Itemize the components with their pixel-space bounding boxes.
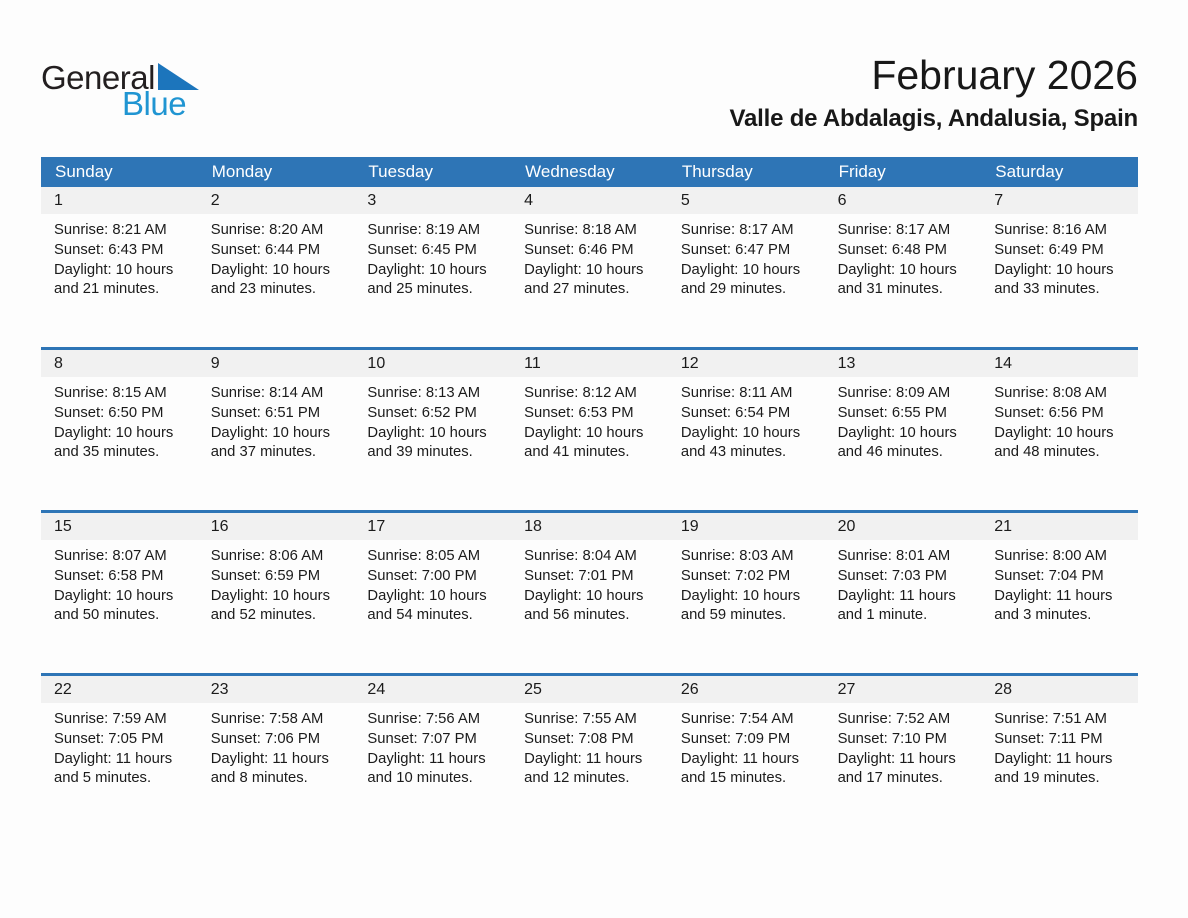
sunset-text: Sunset: 7:00 PM [367,567,477,584]
daylight-text: Daylight: 11 hours and 15 minutes. [680,750,800,787]
sun-info [981,703,1138,789]
sunrise-text: Sunrise: 8:17 AM [837,222,951,239]
sun-info [354,540,511,626]
week-row-1 [41,187,1138,347]
day-number: 4 [511,187,668,214]
sun-info [825,214,982,300]
day-number: 25 [511,676,668,703]
daylight-text: Daylight: 10 hours and 41 minutes. [524,424,644,461]
day-number: 5 [668,187,825,214]
day-number: 6 [825,187,982,214]
day-cell-11 [511,350,668,510]
weekday-header-thursday: Thursday [681,162,753,182]
weekday-header-monday: Monday [211,162,273,182]
sunrise-text: Sunrise: 8:19 AM [367,222,481,239]
sun-info [354,214,511,300]
day-number: 11 [511,350,668,377]
day-number: 18 [511,513,668,540]
sunset-text: Sunset: 6:54 PM [680,404,791,421]
sun-info [41,214,198,300]
day-cell-7 [981,187,1138,347]
day-cell-22 [41,676,198,836]
day-number: 2 [198,187,355,214]
daylight-text: Daylight: 10 hours and 29 minutes. [680,261,801,298]
daylight-text: Daylight: 10 hours and 46 minutes. [837,424,957,461]
sunset-text: Sunset: 7:01 PM [524,567,634,584]
sun-info [41,703,198,789]
day-number: 1 [41,187,198,214]
sunset-text: Sunset: 7:08 PM [524,730,634,747]
sunrise-text: Sunrise: 8:00 AM [994,548,1107,565]
daylight-text: Daylight: 11 hours and 8 minutes. [210,750,329,787]
weekday-header-friday: Friday [838,162,886,182]
daylight-text: Daylight: 11 hours and 5 minutes. [54,750,173,787]
sunrise-text: Sunrise: 7:55 AM [524,711,637,728]
sunrise-text: Sunrise: 8:04 AM [524,548,637,565]
day-number: 13 [825,350,982,377]
sunset-text: Sunset: 6:59 PM [210,567,321,584]
day-cell-5 [668,187,825,347]
sunrise-text: Sunrise: 8:01 AM [837,548,951,565]
sunrise-text: Sunrise: 7:56 AM [367,711,481,728]
sun-info [668,377,825,463]
daylight-text: Daylight: 10 hours and 31 minutes. [837,261,957,298]
daylight-text: Daylight: 10 hours and 35 minutes. [54,424,174,461]
day-number: 27 [825,676,982,703]
day-cell-2 [198,187,355,347]
sunset-text: Sunset: 7:03 PM [837,567,947,584]
day-cell-4 [511,187,668,347]
daylight-text: Daylight: 10 hours and 48 minutes. [994,424,1114,461]
daylight-text: Daylight: 10 hours and 50 minutes. [54,587,174,624]
sunset-text: Sunset: 7:06 PM [210,730,321,747]
sunrise-text: Sunrise: 7:52 AM [837,711,951,728]
day-cell-20 [825,513,982,673]
daylight-text: Daylight: 10 hours and 54 minutes. [367,587,487,624]
day-cell-10 [354,350,511,510]
sun-info [511,540,668,626]
sun-info [354,377,511,463]
week-row-2 [41,347,1138,510]
sunrise-text: Sunrise: 8:08 AM [994,385,1107,402]
weekday-header-sunday: Sunday [55,162,113,182]
sunrise-text: Sunrise: 8:18 AM [524,222,637,239]
daylight-text: Daylight: 10 hours and 33 minutes. [994,261,1114,298]
sun-info [668,214,825,300]
daylight-text: Daylight: 10 hours and 59 minutes. [680,587,801,624]
daylight-text: Daylight: 11 hours and 17 minutes. [837,750,956,787]
sunset-text: Sunset: 6:56 PM [994,404,1104,421]
sunset-text: Sunset: 7:04 PM [994,567,1104,584]
sunrise-text: Sunrise: 8:13 AM [367,385,481,402]
day-cell-28 [981,676,1138,836]
day-cell-14 [981,350,1138,510]
sun-info [41,377,198,463]
general-blue-logo [41,54,199,123]
sunset-text: Sunset: 6:53 PM [524,404,634,421]
weekday-header-tuesday: Tuesday [368,162,433,182]
daylight-text: Daylight: 10 hours and 37 minutes. [210,424,330,461]
sunrise-text: Sunrise: 8:17 AM [680,222,794,239]
logo-general-text: General [41,59,155,96]
daylight-text: Daylight: 11 hours and 10 minutes. [367,750,486,787]
sunset-text: Sunset: 7:11 PM [994,730,1103,747]
sunrise-text: Sunrise: 8:09 AM [837,385,951,402]
sun-info [511,703,668,789]
sun-info [41,540,198,626]
sunset-text: Sunset: 7:09 PM [680,730,791,747]
day-number: 22 [41,676,198,703]
sunrise-text: Sunrise: 7:51 AM [994,711,1107,728]
sunset-text: Sunset: 6:51 PM [210,404,321,421]
daylight-text: Daylight: 10 hours and 43 minutes. [680,424,801,461]
day-cell-1 [41,187,198,347]
day-cell-27 [825,676,982,836]
sun-info [981,377,1138,463]
sun-info [668,540,825,626]
sunrise-text: Sunrise: 8:07 AM [54,548,167,565]
sunset-text: Sunset: 6:47 PM [680,241,791,258]
day-cell-3 [354,187,511,347]
day-cell-13 [825,350,982,510]
calendar-weeks [41,187,1138,836]
day-number: 24 [354,676,511,703]
sun-info [511,214,668,300]
sunrise-text: Sunrise: 8:16 AM [994,222,1107,239]
month-title: February 2026 [871,52,1138,98]
day-number: 19 [668,513,825,540]
daylight-text: Daylight: 10 hours and 56 minutes. [524,587,644,624]
sunset-text: Sunset: 7:10 PM [837,730,947,747]
location-subtitle: Valle de Abdalagis, Andalusia, Spain [729,105,1138,133]
sun-info [198,703,355,789]
daylight-text: Daylight: 10 hours and 52 minutes. [210,587,330,624]
sun-info [198,377,355,463]
day-cell-25 [511,676,668,836]
sunrise-text: Sunrise: 8:12 AM [524,385,637,402]
day-number: 3 [354,187,511,214]
day-cell-19 [668,513,825,673]
daylight-text: Daylight: 11 hours and 12 minutes. [524,750,643,787]
daylight-text: Daylight: 10 hours and 25 minutes. [367,261,487,298]
day-number: 10 [354,350,511,377]
daylight-text: Daylight: 11 hours and 19 minutes. [994,750,1113,787]
sun-info [825,540,982,626]
page-header [0,0,1188,133]
day-cell-18 [511,513,668,673]
day-number: 12 [668,350,825,377]
day-number: 26 [668,676,825,703]
day-number: 8 [41,350,198,377]
sun-info [198,214,355,300]
sunrise-text: Sunrise: 8:06 AM [210,548,324,565]
week-row-3 [41,510,1138,673]
sunrise-text: Sunrise: 7:54 AM [680,711,794,728]
day-number: 15 [41,513,198,540]
day-number: 20 [825,513,982,540]
day-number: 7 [981,187,1138,214]
sun-info [511,377,668,463]
sunset-text: Sunset: 7:05 PM [54,730,164,747]
title-block [199,54,1138,133]
sunset-text: Sunset: 6:48 PM [837,241,947,258]
daylight-text: Daylight: 10 hours and 23 minutes. [210,261,330,298]
day-number: 14 [981,350,1138,377]
daylight-text: Daylight: 10 hours and 21 minutes. [54,261,174,298]
day-cell-26 [668,676,825,836]
day-number: 16 [198,513,355,540]
sun-info [981,540,1138,626]
sun-info [825,377,982,463]
weekday-header-wednesday: Wednesday [525,162,615,182]
sunrise-text: Sunrise: 8:21 AM [54,222,167,239]
week-row-4 [41,673,1138,836]
day-cell-21 [981,513,1138,673]
sunrise-text: Sunrise: 7:58 AM [210,711,324,728]
sunset-text: Sunset: 6:50 PM [54,404,164,421]
daylight-text: Daylight: 10 hours and 27 minutes. [524,261,644,298]
sunset-text: Sunset: 6:55 PM [837,404,947,421]
sunset-text: Sunset: 7:02 PM [680,567,791,584]
weekday-header-saturday: Saturday [995,162,1064,182]
day-cell-6 [825,187,982,347]
daylight-text: Daylight: 10 hours and 39 minutes. [367,424,487,461]
daylight-text: Daylight: 11 hours and 3 minutes. [994,587,1113,624]
sun-info [981,214,1138,300]
sunrise-text: Sunrise: 8:03 AM [680,548,794,565]
day-number: 17 [354,513,511,540]
sun-info [198,540,355,626]
day-cell-9 [198,350,355,510]
sunset-text: Sunset: 6:52 PM [367,404,477,421]
day-number: 23 [198,676,355,703]
day-cell-12 [668,350,825,510]
day-cell-23 [198,676,355,836]
day-cell-15 [41,513,198,673]
sunrise-text: Sunrise: 8:14 AM [210,385,324,402]
sunrise-text: Sunrise: 8:15 AM [54,385,167,402]
sun-info [354,703,511,789]
sunrise-text: Sunrise: 8:20 AM [210,222,324,239]
weekday-header-row [41,157,1138,187]
day-number: 21 [981,513,1138,540]
sunset-text: Sunset: 6:44 PM [210,241,321,258]
sunset-text: Sunset: 6:49 PM [994,241,1104,258]
calendar-table [41,157,1138,836]
sun-info [825,703,982,789]
sunrise-text: Sunrise: 8:05 AM [367,548,481,565]
day-cell-17 [354,513,511,673]
day-cell-8 [41,350,198,510]
day-number: 28 [981,676,1138,703]
sunrise-text: Sunrise: 8:11 AM [680,385,793,402]
daylight-text: Daylight: 11 hours and 1 minute. [837,587,956,624]
logo-blue-text: Blue [122,85,187,123]
sunset-text: Sunset: 6:45 PM [367,241,477,258]
sunset-text: Sunset: 6:46 PM [524,241,634,258]
sunrise-text: Sunrise: 7:59 AM [54,711,167,728]
sun-info [668,703,825,789]
sunset-text: Sunset: 6:58 PM [54,567,164,584]
sunset-text: Sunset: 7:07 PM [367,730,477,747]
day-cell-24 [354,676,511,836]
day-cell-16 [198,513,355,673]
sunset-text: Sunset: 6:43 PM [54,241,164,258]
day-number: 9 [198,350,355,377]
